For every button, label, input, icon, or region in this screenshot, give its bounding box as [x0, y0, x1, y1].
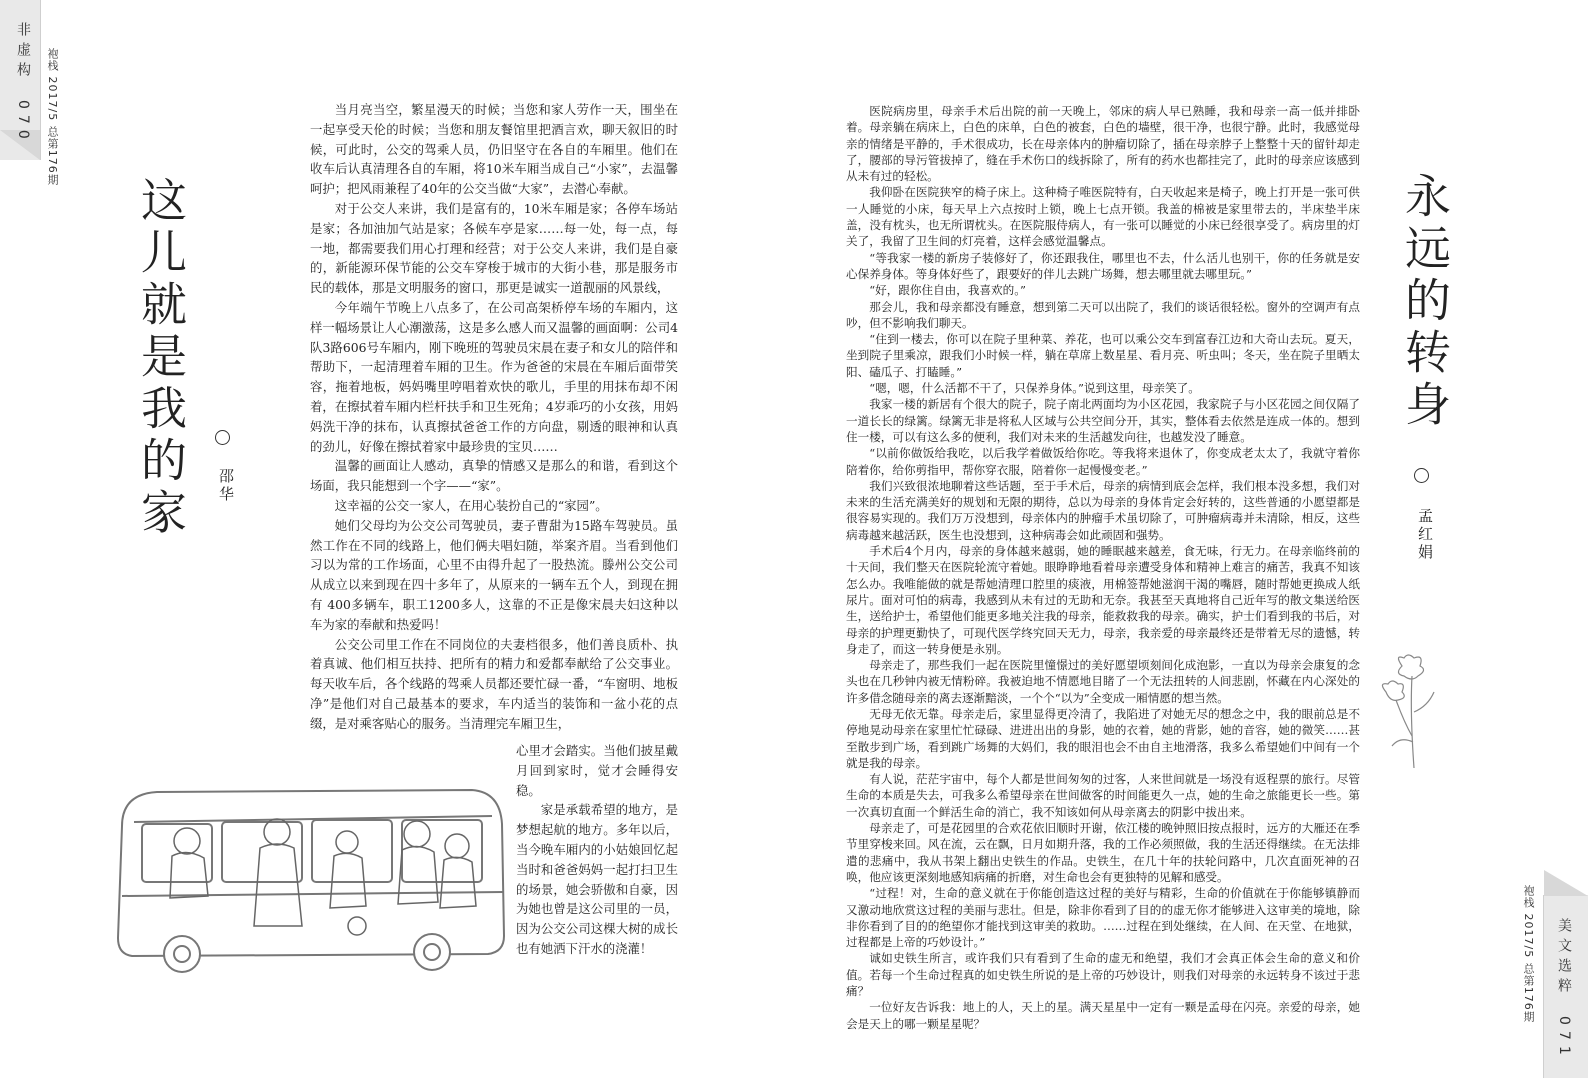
right-paragraph: 我们兴致很浓地聊着这些话题，至于手术后，母亲的病情到底会怎样，我们根本没多想，我们对未来的生活充满美好的规划和无限的期待，总以为母亲的身体肯定会好转的，这些普通的小愿望都是很容易实现的。我们万万没想到，母亲体内的肿瘤手术虽切除了，可肿瘤病毒并未清除，相反，这些病毒越来越活跃，医生也没想到，这种病毒会如此顽固和强势。: [846, 478, 1360, 542]
right-paragraph: 无母无依无靠。母亲走后，家里显得更冷清了，我陷进了对她无尽的想念之中，我的眼前总是不停地晃动母亲在家里忙忙碌碌、进进出出的身影，她的衣着，她的背影，她的音容，她的微笑……甚至散步到广场，看到跳广场舞的大妈们，我的眼泪也会不由自主地滑落，我多么希望她们中间有一个就是我的母亲。: [846, 706, 1360, 770]
left-page-number: 070: [15, 100, 31, 146]
right-paragraph: 医院病房里，母亲手术后出院的前一天晚上，邻床的病人早已熟睡，我和母亲一高一低并排卧着。母亲躺在病床上，白色的床单，白色的被套，白色的墙壁，很干净，也很宁静。此时，我感觉母亲的情绪是平静的，手术很成功，长在母亲体内的肿瘤切除了，插在母亲脖子上整整十天的留针却走了，腰部的导污管拔掉了，缝在手术伤口的线拆除了，所有的药水也都挂完了，此时的母亲应该感到从未有过的轻松。: [846, 104, 1360, 184]
right-paragraph: 我仰卧在医院狭窄的椅子床上。这种椅子唯医院特有，白天收起来是椅子，晚上打开是一张可供一人睡觉的小床，每天早上六点按时上锁，晚上七点开锁。我盖的棉被是家里带去的，半床垫半床盖，没有枕头，也无所谓枕头。在医院服侍病人，有一张可以睡觉的小床已经很享受了。病房里的灯关了，我留了卫生间的灯亮着，这样会感觉温馨点。: [846, 185, 1360, 249]
left-section-label: [13, 22, 33, 145]
right-paragraph: 有人说，茫茫宇宙中，每个人都是世间匆匆的过客，人来世间就是一场没有返程票的旅行。尽管生命的本质是失去，可我多么希望母亲在世间做客的时间能更久一点，她的生命之旅能更长一些。第一次真切直面一个鲜活生命的消亡，我不知该如何从母亲离去的阴影中拔出来。: [846, 772, 1360, 819]
right-paragraph: 诚如史铁生所言，或许我们只有看到了生命的虚无和绝望，我们才会真正体会生命的意义和价值。若每一个生命过程真的如史铁生所说的是上帝的巧妙设计，则我们对母亲的永远转身不该过于悲痛？: [846, 951, 1360, 999]
left-paragraph: 对于公交人来讲，我们是富有的，10米车厢是家；各停车场站是家；各加油加气站是家；各候车亭是家……每一处，每一点，每一地，都需要我们用心打理和经营；对于公交人来讲，我们是自豪的，新能源环保节能的公交车穿梭于城市的大街小巷，那是服务市民的载体，那是文明服务的窗口，那更是诚实一道靓丽的风景线，: [310, 200, 678, 296]
right-paragraph: “住到一楼去，你可以在院子里种菜、养花，也可以乘公交车到富春江边和大奇山去玩。夏天，坐到院子里乘凉，跟我们小时候一样，躺在草席上数星星、看月亮、听虫叫；冬天，坐在院子里晒太阳、磕瓜子、打瞌睡。”: [846, 332, 1360, 379]
right-paragraph: 母亲走了，可是花园里的合欢花依旧顺时开谢，依江楼的晚钟照旧按点报时，远方的大雁还在季节里穿梭来回。风在流，云在飘，日月如期升落，我的工作必须照做，我的生活还得继续。在无法排遣的悲痛中，我从书架上翻出史铁生的作品。史铁生，在几十年的扶轮问路中，几次直面死神的召唤，他应该更深刻地感知病痛的折磨，对生命也会有更独特的见解和感受。: [846, 821, 1360, 884]
right-paragraph: 母亲走了，那些我们一起在医院里憧憬过的美好愿望顷刻间化成泡影，一直以为母亲会康复的念头也在几秒钟内被无情粉碎。我被迫地不情愿地目睹了一个无法扭转的人间悲剧，怀藏在内心深处的许多借念随母亲的离去逐渐黯淡，一个个“以为”全变成一厢情愿的想当然。: [846, 658, 1360, 705]
right-article-body: [846, 103, 1360, 1032]
left-paragraph: 家是承载希望的地方，是梦想起航的地方。多年以后，当今晚车厢内的小姑娘回忆起当时和爸爸妈妈一起打扫卫生的场景，她会骄傲和自豪，因为她也曾是这公司里的一员，因为公交公司这棵大树的成长也有她洒下汗水的浇灌！: [516, 802, 678, 956]
left-paragraph-continued: 心里才会踏实。当他们披星戴月回到家时，觉才会睡得安稳。: [516, 743, 678, 798]
left-article-author: 邵华: [217, 468, 235, 504]
right-paragraph: 我家一楼的新居有个很大的院子，院子南北两面均为小区花园，我家院子与小区花园之间仅隔了一道长长的绿篱。绿篱无非是将私人区域与公共空间分开，其实，整体看去依然是连成一体的。想到住一楼，可以有这么多的便利，我们对未来的生活越发向往，也越发没了睡意。: [846, 397, 1360, 444]
left-paragraph: 温馨的画面让人感动，真挚的情感又是那么的和谐，看到这个场面，我只能想到一个字——“家”。: [310, 458, 678, 494]
right-page-number: 071: [1556, 1016, 1572, 1062]
left-magazine-info: 袍栈 2017/5 总第176期: [46, 48, 59, 186]
left-article-body: [310, 100, 678, 734]
right-paragraph: “以前你做饭给我吃，以后我学着做饭给你吃。等我将来退休了，你变成老太太了，我就守着你陪着你，给你剪指甲，帮你穿衣服，陪着你一起慢慢变老。”: [846, 446, 1360, 477]
right-paragraph: “过程！对，生命的意义就在于你能创造这过程的美好与精彩，生命的价值就在于你能够镇静而又激动地欣赏这过程的美丽与悲壮。但是，除非你看到了目的的虚无你才能够进入这审美的境地，除非你看到了目的的绝望你才能找到这审美的救助。……过程在到处继续，在人间、在天堂、在地狱，过程都是上帝的巧妙设计。”: [846, 886, 1360, 950]
carnation-illustration: [1372, 652, 1442, 770]
left-paragraph: 她们父母均为公交公司驾驶员，妻子曹甜为15路车驾驶员。虽然工作在不同的线路上，他们俩夫唱妇随，举案齐眉。当看到他们习以为常的工作场面，心里不由得升起了一股热流。滕州公交公司从成立以来到现在四十多年了，从原来的一辆车五个人，到现在拥有 400多辆车，职工1200多人，这靠的不正是像宋晨夫妇这种以车为家的奉献和热爱吗！: [310, 517, 678, 632]
right-paragraph: “好，跟你住自由，我喜欢的。”: [869, 283, 1026, 298]
right-paragraph: 那会儿，我和母亲都没有睡意，想到第二天可以出院了，我们的谈话很轻松。窗外的空调声有点吵，但不影响我们聊天。: [846, 299, 1360, 330]
left-article-body-narrow: [516, 741, 678, 959]
right-page-tab-fold: [1544, 870, 1588, 896]
left-paragraph: 这幸福的公交一家人，在用心装扮自己的“家园”。: [334, 497, 608, 513]
left-paragraph: 今年端午节晚上八点多了，在公司高架桥停车场的车厢内，这样一幅场景让人心潮激荡，这是多么感人而又温馨的画面啊：公司4队3路606号车厢内，刚下晚班的驾驶员宋晨在妻子和女儿的陪伴和帮助下，一起清理着车厢的卫生。作为爸爸的宋晨在车厢后面带笑容，拖着地板，妈妈嘴里哼唱着欢快的歌儿，手里的用抹布却不闲着，在擦拭着车厢内栏杆扶手和卫生死角；4岁乖巧的小女孩，用妈妈洗干净的抹布，认真擦拭爸爸工作的方向盘，剔透的眼神和认真的劲儿，好像在擦拭着家中最珍贵的宝贝……: [310, 299, 678, 454]
right-paragraph: “等我家一楼的新房子装修好了，你还跟我住，哪里也不去，什么活儿也别干，你的任务就是安心保养身体。等身体好些了，跟要好的伴儿去跳广场舞，想去哪里就去哪里玩。”: [846, 250, 1360, 281]
right-paragraph: 一位好友告诉我：地上的人，天上的星。满天星星中一定有一颗是孟母在闪亮。亲爱的母亲，她会是天上的哪一颗星星呢？: [846, 1000, 1360, 1031]
right-article-author: 孟红娟: [1416, 508, 1434, 562]
left-paragraph: 公交公司里工作在不同岗位的夫妻档很多，他们善良质朴、执着真诚、他们相互扶持、把所有的精力和爱都奉献给了公交事业。每天收车后，各个线路的驾乘人员都还要忙碌一番，“车窗明、地板净”是他们对自己最基本的要求，车内适当的装饰和一盆小花的点缀，是对乘客贴心的服务。当清理完车厢卫生，: [310, 636, 678, 731]
left-article-title: 这儿就是我的家: [134, 176, 188, 540]
bus-illustration: [112, 786, 507, 974]
right-paragraph: “嗯，嗯，什么活都不干了，只保养身体。”说到这里，母亲笑了。: [869, 381, 1200, 396]
right-author-circle-icon: [1414, 468, 1429, 483]
right-article-title: 永远的转身: [1398, 172, 1452, 432]
right-section-name: 美文选粹: [1556, 918, 1572, 998]
left-paragraph: 当月亮当空，繁星漫天的时候；当您和家人劳作一天，围坐在一起享受天伦的时候；当您和朋友餐馆里把酒言欢，聊天叙旧的时候，可此时，公交的驾乘人员，仍旧坚守在各自的车厢里。他们在收车后认真清理各自的车厢，将10米车厢当成自己“小家”，去温馨呵护；把风雨兼程了40年的公交当做“大家”，去潜心奉献。: [310, 102, 678, 197]
left-section-name: 非虚构: [15, 22, 31, 82]
right-section-label: [1554, 918, 1574, 1061]
right-magazine-info: 袍栈 2017/5 总第176期: [1522, 885, 1535, 1023]
left-author-circle-icon: [215, 430, 230, 445]
right-paragraph: 手术后4个月内，母亲的身体越来越弱，她的睡眠越来越差，食无味，行无力。在母亲临终前的十天间，我们整天在医院轮流守着她。眼睁睁地看着母亲遭受身体和精神上难言的痛苦，我真不知该怎么办。我唯能做的就是帮她清理口腔里的痰液，用棉签帮她滋润干渴的嘴唇，随时帮她更换成人纸尿片。面对可怕的病毒，我感到从未有过的无助和无奈。我甚至天真地将自己近年写的散文集送给医生，送给护士，希望他们能更多地关注我的母亲，能救救我的母亲。确实，护士们看到我的书后，对母亲的护理更勤快了，可现代医学终究回天无力，母亲，我亲爱的母亲最终还是带着无尽的遗憾，转身走了，而这一转身便是永别。: [846, 544, 1360, 656]
